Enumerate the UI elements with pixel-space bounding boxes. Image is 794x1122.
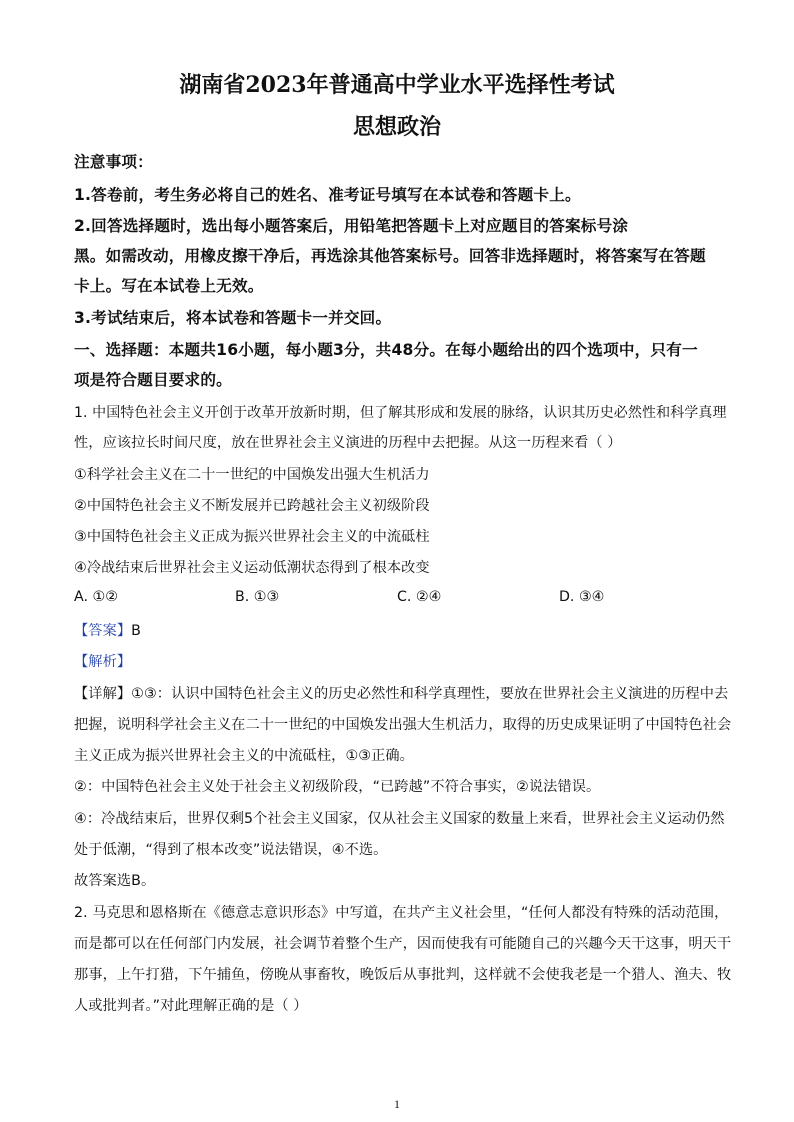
exam-subject: 思想政治 [352,114,441,140]
notice-item-2-line-1: 2.回答选择题时，选出每小题答案后，用铅笔把答题卡上对应题目的答案标号涂 [74,217,629,235]
q1-statement-2: ②中国特色社会主义不断发展并已跨越社会主义初级阶段 [74,498,430,514]
answer-tag: 【答案】 [74,623,132,639]
q1-option-b: B. ①③ [235,589,280,605]
q1-conclusion: 故答案选B。 [74,873,156,889]
exam-title: 湖南省2023年普通高中学业水平选择性考试 [179,72,615,98]
q2-stem-line-1: 2. 马克思和恩格斯在《德意志意识形态》中写道，在共产主义社会里，“任何人都没有特殊的活动范围， [74,905,729,921]
detail-text: ①③：认识中国特色社会主义的历史必然性和科学真理性，要放在世界社会主义演进的历程中去 [131,686,729,702]
q1-statement-1: ①科学社会主义在二十一世纪的中国焕发出强大生机活力 [74,467,430,483]
q1-detail-line-6: 处于低潮，“得到了根本改变”说法错误，④不选。 [74,842,388,858]
notice-item-2-line-3: 卡上。写在本试卷上无效。 [74,277,264,295]
q1-analysis-tag [74,651,734,671]
q1-answer [74,620,734,640]
section-heading-line-2: 项是符合题目要求的。 [74,371,232,389]
q1-option-a: A. ①② [74,589,118,605]
q1-statement-4: ④冷战结束后世界社会主义运动低潮状态得到了根本改变 [74,560,430,576]
notice-item-3: 3.考试结束后，将本试卷和答题卡一并交回。 [74,309,392,327]
q1-detail-line-2: 把握，说明科学社会主义在二十一世纪的中国焕发出强大生机活力，取得的历史成果证明了中国特色社会 [74,717,732,733]
q2-stem-line-2: 而是都可以在任何部门内发展，社会调节着整个生产，因而使我有可能随自己的兴趣今天干这事，明天干 [74,936,732,952]
answer-value: B [131,623,141,639]
section-heading-line-1: 一、选择题：本题共16小题，每小题3分，共48分。在每小题给出的四个选项中，只有一 [74,341,698,359]
analysis-tag: 【解析】 [74,654,132,670]
q1-detail-line-1 [74,683,734,703]
notice-heading: 注意事项： [74,153,153,171]
q1-option-c: C. ②④ [397,589,442,605]
q1-stem-line-2: 性，应该拉长时间尺度，放在世界社会主义演进的历程中去把握。从这一历程来看（ ） [74,435,622,451]
q2-stem-line-3: 那事，上午打猎，下午捕鱼，傍晚从事畜牧，晚饭后从事批判，这样就不会使我老是一个猎人、渔夫、牧 [74,967,732,983]
q1-detail-line-4: ②：中国特色社会主义处于社会主义初级阶段，“已跨越”不符合事实，②说法错误。 [74,779,601,795]
q1-detail-line-5: ④：冷战结束后，世界仅剩5个社会主义国家，仅从社会主义国家的数量上来看，世界社会主义运动仍然 [74,811,725,827]
detail-tag: 【详解】 [74,686,132,702]
q1-option-d: D. ③④ [559,589,605,605]
q1-statement-3: ③中国特色社会主义正成为振兴世界社会主义的中流砥柱 [74,529,430,545]
q2-stem-line-4: 人或批判者。”对此理解正确的是（ ） [74,998,308,1014]
page-number: 1 [394,1097,400,1111]
q1-stem-line-1: 1. 中国特色社会主义开创于改革开放新时期，但了解其形成和发展的脉络，认识其历史必然性和科学真理 [74,405,727,421]
notice-item-1: 1.答卷前，考生务必将自己的姓名、准考证号填写在本试卷和答题卡上。 [74,186,581,204]
q1-detail-line-3: 主义正成为振兴世界社会主义的中流砥柱，①③正确。 [74,748,414,764]
notice-item-2-line-2: 黑。如需改动，用橡皮擦干净后，再选涂其他答案标号。回答非选择题时，将答案写在答题 [74,247,706,265]
